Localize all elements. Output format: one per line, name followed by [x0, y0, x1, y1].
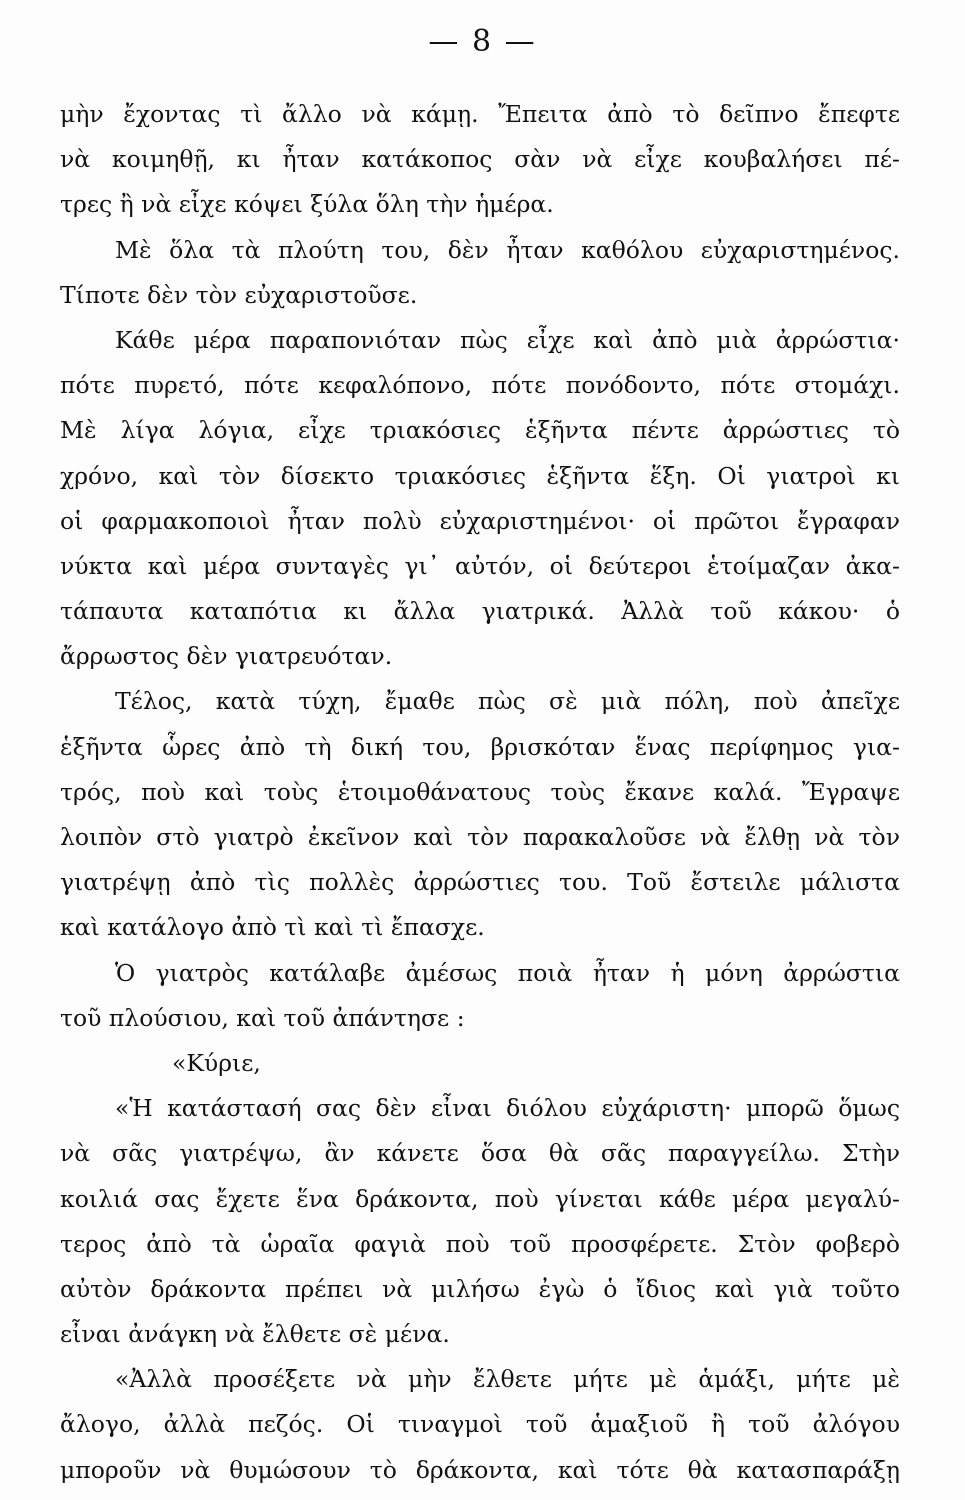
text-line: εἶναι ἀνάγκη νὰ ἔλθετε σὲ μένα.: [60, 1320, 450, 1349]
text-line: νὰ κοιμηθῇ, κι ἦταν κατάκοπος σὰν νὰ εἶχε κουβαλήσει πέ-: [60, 145, 900, 174]
text-line: Κάθε μέρα παραπονιόταν πὼς εἶχε καὶ ἀπὸ μιὰ ἀρρώστια·: [115, 325, 900, 354]
text-line: μὴν ἔχοντας τὶ ἄλλο νὰ κάμῃ. Ἔπειτα ἀπὸ τὸ δεῖπνο ἔπεφτε: [60, 100, 900, 128]
text-line: κοιλιά σας ἔχετε ἕνα δράκοντα, ποὺ γίνεται κάθε μέρα μεγαλύ-: [60, 1184, 900, 1213]
text-line: λοιπὸν στὸ γιατρὸ ἐκεῖνον καὶ τὸν παρακαλοῦσε νὰ ἔλθῃ νὰ τὸν: [60, 823, 900, 851]
page-number: — 8 —: [428, 24, 537, 59]
text-line: τρες ἢ νὰ εἶχε κόψει ξύλα ὅλη τὴν ἡμέρα.: [60, 190, 554, 219]
text-line: «Κύριε,: [172, 1048, 261, 1077]
text-line: ἄρρωστος δὲν γιατρευόταν.: [60, 642, 393, 671]
text-line: τοῦ πλούσιου, καὶ τοῦ ἀπάντησε :: [60, 1003, 465, 1032]
text-line: νύκτα καὶ μέρα συνταγὲς γι᾽ αὐτόν, οἱ δεύτεροι ἑτοίμαζαν ἀκα-: [60, 551, 900, 580]
text-line: Τίποτε δὲν τὸν εὐχαριστοῦσε.: [60, 280, 418, 309]
text-line: νὰ σᾶς γιατρέψω, ἂν κάνετε ὅσα θὰ σᾶς παραγγείλω. Στὴν: [60, 1139, 900, 1168]
text-line: οἱ φαρμακοποιοὶ ἦταν πολὺ εὐχαριστημένοι· οἱ πρῶτοι ἔγραφαν: [60, 506, 900, 535]
body-text: [60, 92, 900, 1493]
text-line: χρόνο, καὶ τὸν δίσεκτο τριακόσιες ἑξῆντα ἕξη. Οἱ γιατροὶ κι: [60, 461, 900, 490]
text-line: τερος ἀπὸ τὰ ὡραῖα φαγιὰ ποὺ τοῦ προσφέρετε. Στὸν φοβερὸ: [60, 1229, 900, 1258]
text-line: πότε πυρετό, πότε κεφαλόπονο, πότε πονόδοντο, πότε στομάχι.: [60, 371, 900, 400]
text-line: τάπαυτα καταπότια κι ἄλλα γιατρικά. Ἀλλὰ τοῦ κάκου· ὁ: [60, 597, 900, 626]
text-line: Ὁ γιατρὸς κατάλαβε ἀμέσως ποιὰ ἦταν ἡ μόνη ἀρρώστια: [115, 958, 900, 987]
text-line: ἑξῆντα ὧρες ἀπὸ τὴ δική του, βρισκόταν ἕνας περίφημος για-: [60, 732, 900, 761]
text-line: τρός, ποὺ καὶ τοὺς ἑτοιμοθάνατους τοὺς ἔκανε καλά. Ἔγραψε: [60, 777, 900, 806]
text-line: καὶ κατάλογο ἀπὸ τὶ καὶ τὶ ἔπασχε.: [60, 913, 485, 942]
text-line: «Ἀλλὰ προσέξετε νὰ μὴν ἔλθετε μήτε μὲ ἁμάξι, μήτε μὲ: [115, 1365, 900, 1394]
text-line: Τέλος, κατὰ τύχη, ἔμαθε πὼς σὲ μιὰ πόλη, ποὺ ἀπεῖχε: [115, 687, 900, 716]
text-line: Μὲ λίγα λόγια, εἶχε τριακόσιες ἑξῆντα πέντε ἀρρώστιες τὸ: [60, 416, 900, 445]
text-line: γιατρέψῃ ἀπὸ τὶς πολλὲς ἀρρώστιες του. Τοῦ ἔστειλε μάλιστα: [60, 868, 900, 897]
text-line: «Ἡ κατάστασή σας δὲν εἶναι διόλου εὐχάριστη· μπορῶ ὅμως: [115, 1094, 900, 1123]
text-line: ἄλογο, ἀλλὰ πεζός. Οἱ τιναγμοὶ τοῦ ἁμαξιοῦ ἢ τοῦ ἀλόγου: [60, 1410, 900, 1439]
text-line: αὐτὸν δράκοντα πρέπει νὰ μιλήσω ἐγὼ ὁ ἴδιος καὶ γιὰ τοῦτο: [60, 1274, 900, 1303]
text-line: Μὲ ὅλα τὰ πλούτη του, δὲν ἦταν καθόλου εὐχαριστημένος.: [115, 235, 900, 264]
text-line: μποροῦν νὰ θυμώσουν τὸ δράκοντα, καὶ τότε θὰ κατασπαράξῃ: [60, 1455, 900, 1484]
